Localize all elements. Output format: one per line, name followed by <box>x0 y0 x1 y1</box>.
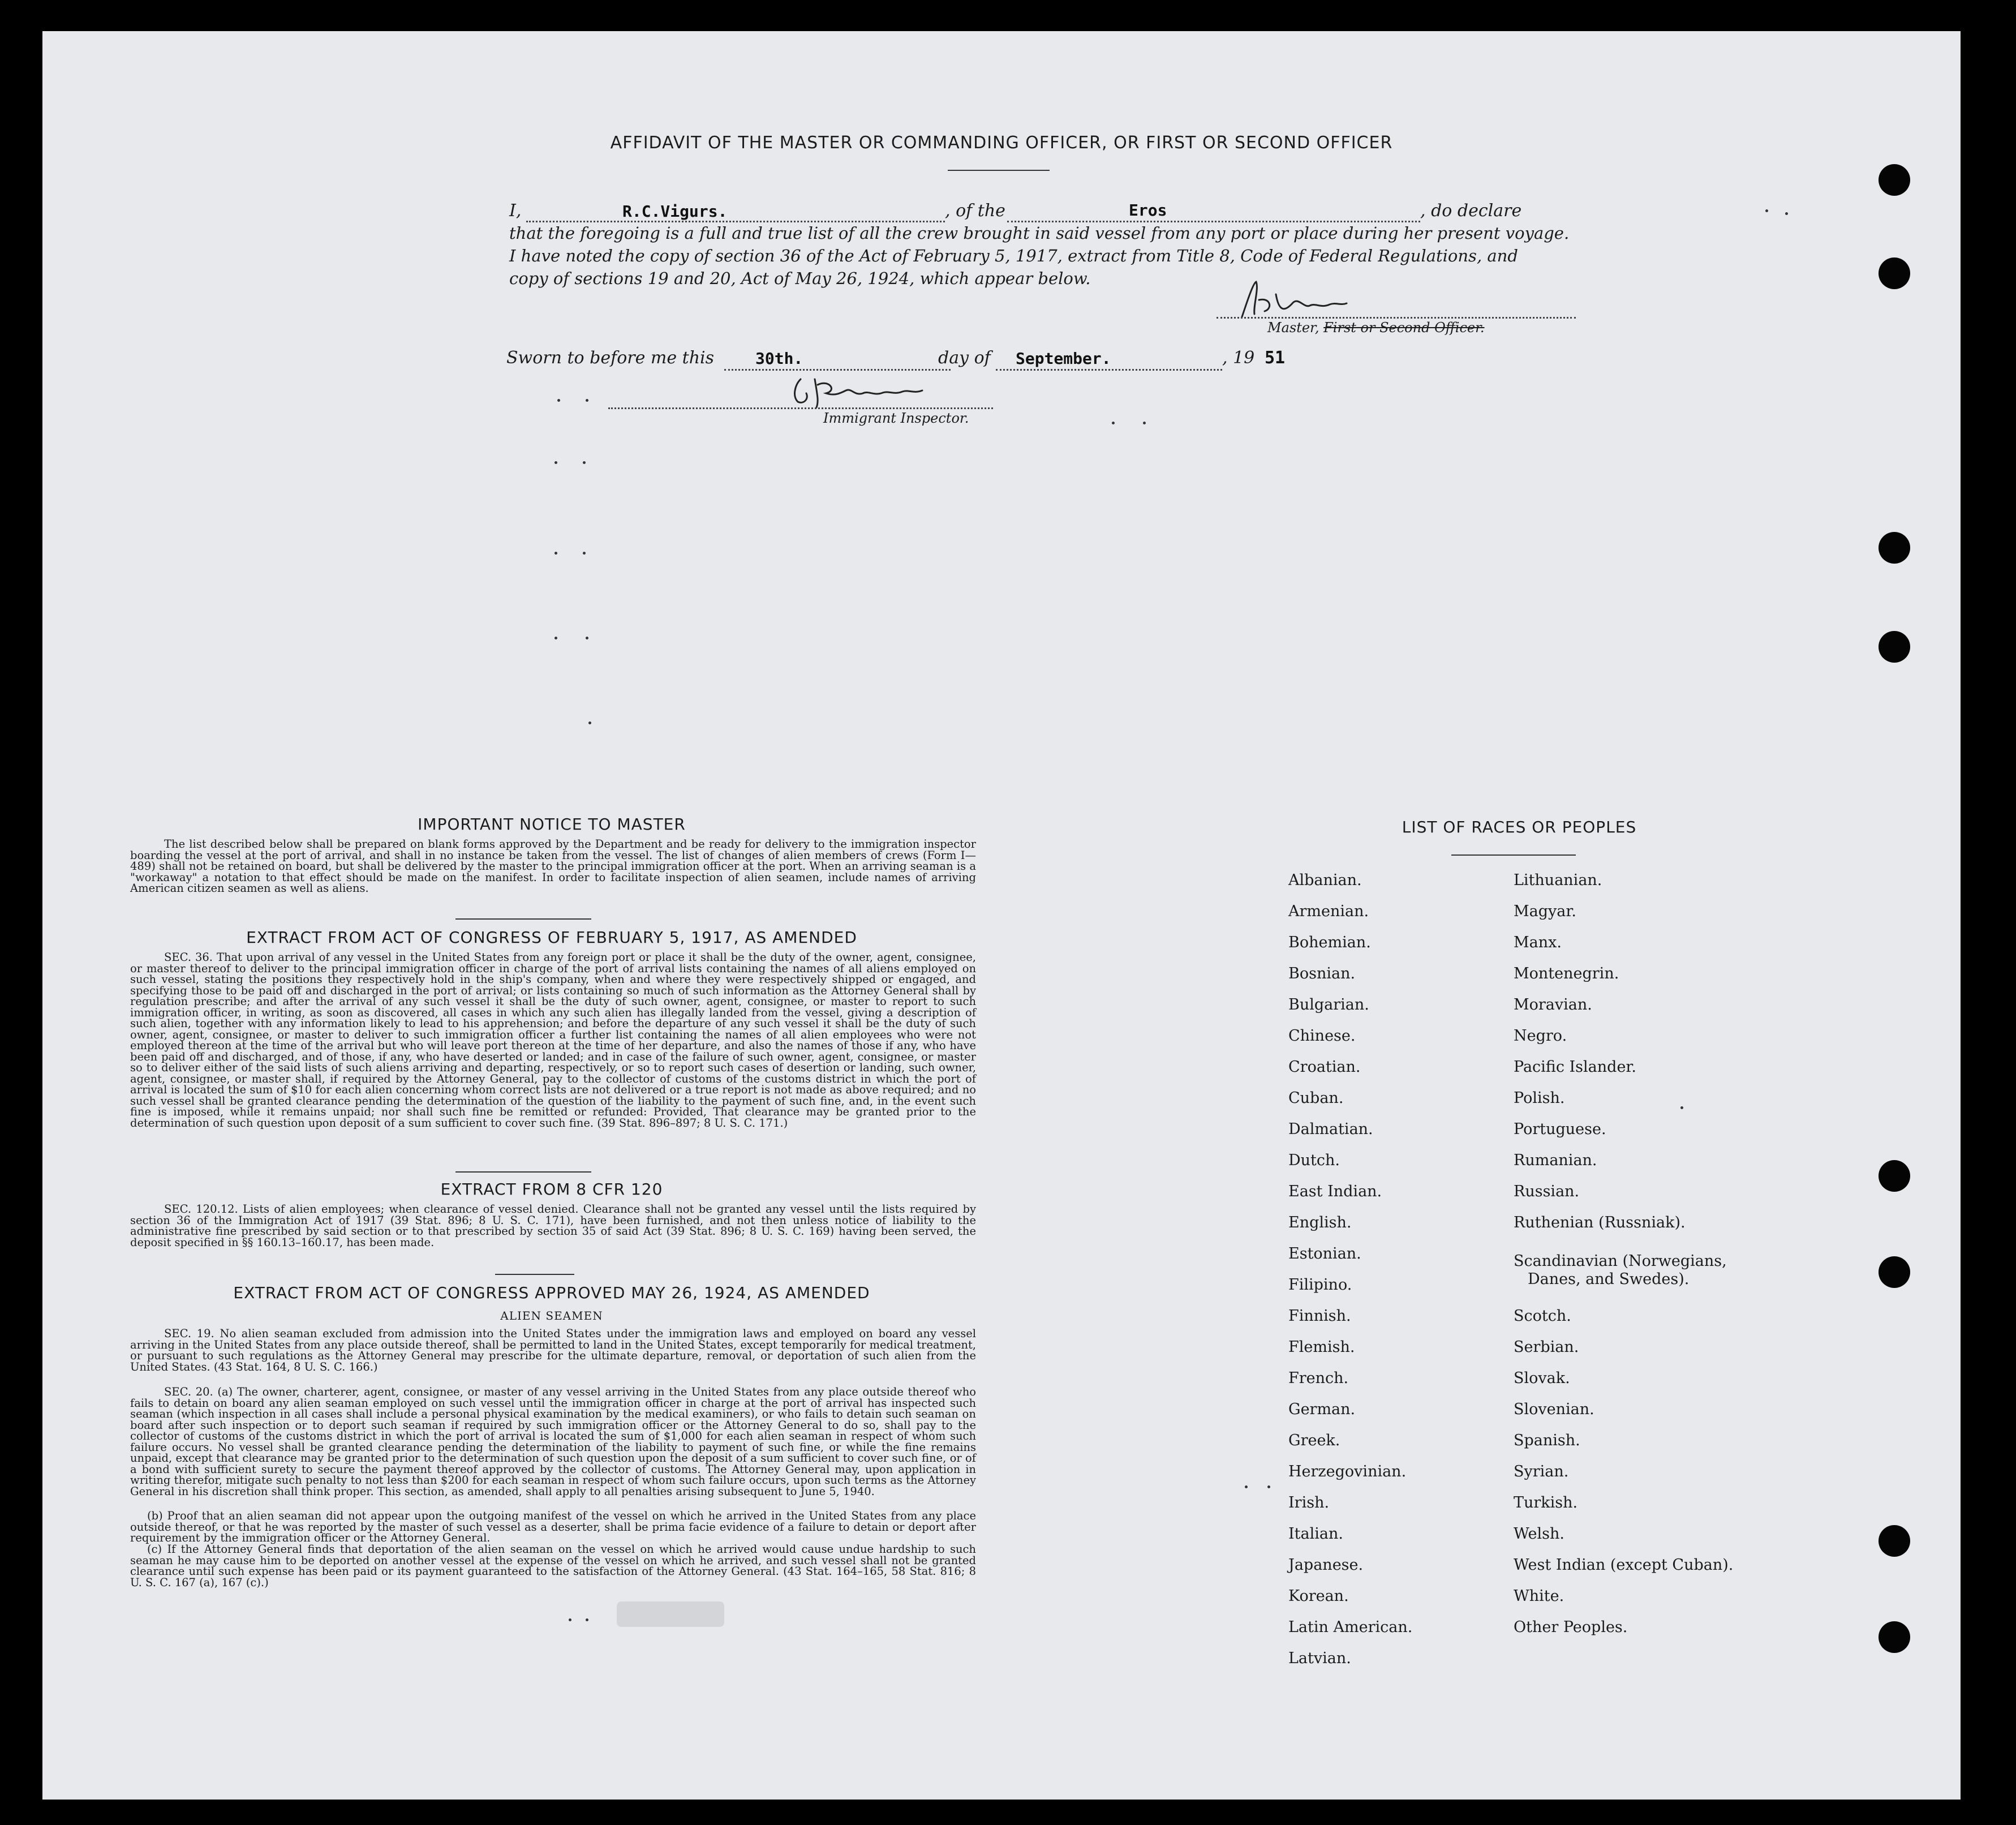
extract-1917-divider <box>455 1171 591 1173</box>
races-left-24: Latin American. <box>1288 1618 1413 1636</box>
speck <box>569 1618 571 1621</box>
of-the-label: , of the <box>945 201 1005 221</box>
races-right-15: Serbian. <box>1514 1338 1579 1356</box>
races-right-8: Portuguese. <box>1514 1120 1606 1138</box>
inspector-signature-line[interactable] <box>608 402 993 409</box>
races-right-18: Spanish. <box>1514 1432 1580 1449</box>
extract-1924-sec20b: (b) Proof that an alien seaman did not appear upon the outgoing manifest of the vessel on which he arrived in the United States from any place outside thereof, or that he was reported by the master of such vessel as a deserter, shall be prima facie evidence of a failure to detain or deport after requirement by the immigration officer or the Attorney General. <box>130 1509 976 1544</box>
races-left-5: Chinese. <box>1288 1027 1356 1045</box>
affidavit-line-3: I have noted the copy of section 36 of the Act of February 5, 1917, extract from Title 8, Code of Federal Regulations, and <box>509 246 1518 265</box>
races-right-3: Montenegrin. <box>1514 965 1619 982</box>
races-divider <box>1451 854 1576 856</box>
races-title: LIST OF RACES OR PEOPLES <box>1402 818 1637 836</box>
name-field[interactable] <box>526 204 945 222</box>
races-right-19: Syrian. <box>1514 1463 1569 1480</box>
races-left-25: Latvian. <box>1288 1650 1351 1667</box>
races-left-18: Greek. <box>1288 1432 1340 1449</box>
races-right-17: Slovenian. <box>1514 1401 1594 1418</box>
speck <box>586 399 588 402</box>
speck <box>586 637 588 639</box>
races-left-3: Bosnian. <box>1288 965 1356 982</box>
races-right-23: White. <box>1514 1587 1564 1605</box>
inspector-caption: Immigrant Inspector. <box>823 410 969 426</box>
do-declare-label: , do declare <box>1420 201 1522 221</box>
speck <box>583 552 586 555</box>
races-left-15: Flemish. <box>1288 1338 1355 1356</box>
races-right-7: Polish. <box>1514 1089 1565 1107</box>
races-left-1: Armenian. <box>1288 903 1369 920</box>
speck <box>1267 1485 1270 1488</box>
speck <box>583 461 586 464</box>
binder-hole <box>1879 164 1910 196</box>
speck <box>588 722 591 724</box>
speck <box>554 552 557 555</box>
races-left-23: Korean. <box>1288 1587 1349 1605</box>
affidavit-line-2: that the foregoing is a full and true list of all the crew brought in said vessel from any port or place during her present voyage. <box>509 224 1570 243</box>
binder-hole <box>1879 257 1910 289</box>
races-right-14: Scotch. <box>1514 1307 1571 1325</box>
races-left-22: Japanese. <box>1288 1556 1364 1574</box>
races-left-13: Filipino. <box>1288 1276 1352 1294</box>
year-value: 51 <box>1265 348 1286 368</box>
sworn-month-value: September. <box>1016 349 1111 368</box>
extract-cfr-body: SEC. 120.12. Lists of alien employees; when clearance of vessel denied. Clearance shall not be granted any vessel until the lists required by section 36 of the Immigration Act of 1917 (39 Stat. 896; 8 U. S. C. 171), have been furnished, and not then unless notice of liability to the administrative fine prescribed by said section or to that prescribed by section 35 of said Act (39 Stat. 896; 8 U. S. C. 169) having been served, the deposit specified in §§ 160.13–160.17, has been made. <box>130 1203 976 1249</box>
extract-1924-sec20c: (c) If the Attorney General finds that deportation of the alien seaman on the vessel on which he arrived would cause undue hardship to such seaman he may cause him to be deported on another vessel at the expense of the vessel on which he arrived, and such vessel shall not be granted clearance until such expense has been paid or its payment guaranteed to the satisfaction of the Attorney General. (43 Stat. 164–165, 58 Stat. 816; 8 U. S. C. 167 (a), 167 (c).) <box>130 1543 976 1589</box>
binder-hole <box>1879 1256 1910 1288</box>
sworn-day-value: 30th. <box>755 349 803 368</box>
notice-body: The list described below shall be prepared on blank forms approved by the Department and be ready for delivery to the immigration inspector boarding the vessel at the port of arrival, and shall in no instance be taken from the vessel. The list of changes of alien members of crews (Form I—489) shall not be retained on board, but shall be delivered by the master to the principal immigration officer at the port. When an arriving seaman is a "workaway" a notation to that effect should be made on the manifest. In order to facilitate inspection of alien seamen, include names of arriving American citizen seamen as well as aliens. <box>130 838 976 895</box>
speck <box>1765 209 1768 212</box>
year-prefix: , 19 <box>1222 348 1255 368</box>
races-right-13: Danes, and Swedes). <box>1528 1270 1690 1288</box>
races-right-4: Moravian. <box>1514 996 1592 1014</box>
vessel-field[interactable] <box>1007 204 1420 222</box>
document-page <box>42 31 1961 1800</box>
races-right-22: West Indian (except Cuban). <box>1514 1556 1734 1574</box>
speck <box>554 637 557 639</box>
races-left-6: Croatian. <box>1288 1058 1361 1076</box>
binder-hole <box>1879 532 1910 564</box>
binder-hole <box>1879 1160 1910 1192</box>
speck <box>554 461 557 464</box>
races-right-6: Pacific Islander. <box>1514 1058 1636 1076</box>
speck <box>1112 422 1115 424</box>
speck <box>586 1618 588 1621</box>
races-left-10: East Indian. <box>1288 1183 1382 1200</box>
master-label: Master, <box>1267 320 1319 336</box>
races-right-0: Lithuanian. <box>1514 871 1602 889</box>
speck <box>1680 1106 1683 1109</box>
binder-hole <box>1879 1621 1910 1653</box>
notice-divider <box>455 918 591 920</box>
extract-1917-title: EXTRACT FROM ACT OF CONGRESS OF FEBRUARY 5, 1917, AS AMENDED <box>246 928 857 947</box>
faint-stamp-mark <box>617 1601 724 1627</box>
extract-cfr-title: EXTRACT FROM 8 CFR 120 <box>440 1180 663 1199</box>
races-left-21: Italian. <box>1288 1525 1343 1543</box>
races-left-16: French. <box>1288 1369 1349 1387</box>
races-right-12: Scandinavian (Norwegians, <box>1514 1252 1727 1270</box>
vessel-name-value: Eros <box>1129 201 1167 220</box>
notice-title: IMPORTANT NOTICE TO MASTER <box>418 815 686 834</box>
races-left-19: Herzegovinian. <box>1288 1463 1407 1480</box>
races-left-4: Bulgarian. <box>1288 996 1369 1014</box>
officer-struck-label: First or Second Officer. <box>1323 320 1485 336</box>
races-left-12: Estonian. <box>1288 1245 1361 1263</box>
extract-cfr-divider <box>495 1274 574 1275</box>
day-of-label: day of <box>938 348 991 368</box>
races-left-2: Bohemian. <box>1288 934 1371 951</box>
races-right-9: Rumanian. <box>1514 1152 1597 1169</box>
extract-1924-subtitle: ALIEN SEAMEN <box>500 1309 603 1322</box>
speck <box>1143 422 1146 424</box>
master-name-value: R.C.Vigurs. <box>622 202 728 221</box>
races-left-7: Cuban. <box>1288 1089 1344 1107</box>
affidavit-title: AFFIDAVIT OF THE MASTER OR COMMANDING OFFICER, OR FIRST OR SECOND OFFICER <box>610 133 1393 153</box>
speck <box>1785 212 1788 215</box>
races-left-11: English. <box>1288 1214 1352 1231</box>
races-left-20: Irish. <box>1288 1494 1330 1511</box>
races-left-17: German. <box>1288 1401 1356 1418</box>
races-left-8: Dalmatian. <box>1288 1120 1373 1138</box>
races-left-0: Albanian. <box>1288 871 1362 889</box>
title-divider <box>948 170 1050 171</box>
speck <box>557 399 560 402</box>
races-right-2: Manx. <box>1514 934 1562 951</box>
affidavit-i-label: I, <box>509 201 522 221</box>
speck <box>1245 1485 1248 1488</box>
races-right-16: Slovak. <box>1514 1369 1570 1387</box>
master-caption <box>1267 320 1485 336</box>
races-left-9: Dutch. <box>1288 1152 1340 1169</box>
binder-hole <box>1879 1525 1910 1557</box>
extract-1924-sec20a: SEC. 20. (a) The owner, charterer, agent, consignee, or master of any vessel arriving in the United States from any place outside thereof who fails to detain on board any alien seaman employed on such vessel until the immigration officer in charge at the port of arrival has inspected such seaman (which inspection in all cases shall include a personal physical examination by the medical examiners), or who fails to detain such seaman on board after such inspection or to deport such seaman if required by such immigration officer or the Attorney General to do so, shall pay to the collector of customs of the customs district in which the port of arrival is located the sum of $1,000 for each alien seaman in respect of whom such failure occurs. No vessel shall be granted clearance pending the determination of the liability to payment of such fine, or while the fine remains unpaid, except that clearance may be granted prior to the determination of such question upon the deposit of a sum sufficient to cover such fine, or of a bond with sufficient surety to secure the payment thereof approved by the collector of customs. The Attorney General may, upon application in writing therefor, mitigate such penalty to not less than $200 for each seaman in respect of whom such failure occurs, upon such terms as the Attorney General in his discretion shall think proper. This section, as amended, shall apply to all penalties arising subsequent to June 5, 1940. <box>130 1385 976 1498</box>
extract-1924-sec19: SEC. 19. No alien seaman excluded from admission into the United States under the immigration laws and employed on board any vessel arriving in the United States from any place outside thereof, shall be permitted to land in the United States, except temporarily for medical treatment, or pursuant to such regulations as the Attorney General may prescribe for the ultimate departure, removal, or deportation of such alien from the United States. (43 Stat. 164, 8 U. S. C. 166.) <box>130 1327 976 1373</box>
races-right-24: Other Peoples. <box>1514 1618 1628 1636</box>
races-left-14: Finnish. <box>1288 1307 1351 1325</box>
sworn-label: Sworn to before me this <box>506 348 715 368</box>
races-right-11: Ruthenian (Russniak). <box>1514 1214 1686 1231</box>
affidavit-line-4: copy of sections 19 and 20, Act of May 26, 1924, which appear below. <box>509 269 1091 288</box>
races-right-10: Russian. <box>1514 1183 1580 1200</box>
master-signature-line[interactable] <box>1217 311 1576 319</box>
races-right-1: Magyar. <box>1514 903 1576 920</box>
binder-hole <box>1879 631 1910 663</box>
extract-1924-title: EXTRACT FROM ACT OF CONGRESS APPROVED MAY 26, 1924, AS AMENDED <box>233 1283 870 1302</box>
races-right-5: Negro. <box>1514 1027 1567 1045</box>
extract-1917-body: SEC. 36. That upon arrival of any vessel in the United States from any foreign port or place it shall be the duty of the owner, agent, consignee, or master thereof to deliver to the principal immigration officer in charge of the port of arrival lists containing the names of all aliens employed on such vessel, stating the positions they respectively hold in the ship's company, when and where they were respectively shipped or engaged, and specifying those to be paid off and discharged in the port of arrival; or lists containing so much of such information as the Attorney General shall by regulation prescribe; and after the arrival of any such vessel it shall be the duty of such owner, agent, consignee, or master to report to such immigration officer, in writing, as soon as discovered, all cases in which any such alien has illegally landed from the vessel, giving a description of such alien, together with any information likely to lead to his apprehension; and before the departure of any such vessel it shall be the duty of such owner, agent, consignee, or master to deliver to such immigration officer a further list containing the names of all alien employees who were not employed thereon at the time of the arrival but who will leave port thereon at the time of her departure, and also the names of those if any, who have been paid off and discharged, and of those, if any, who have deserted or landed; and in case of the failure of such owner, agent, consignee, or master so to deliver either of the said lists of such aliens arriving and departing, respectively, or so to report such cases of desertion or landing, such owner, agent, consignee, or master shall, if required by the Attorney General, pay to the collector of customs of the customs district in which the port of arrival is located the sum of $10 for each alien concerning whom correct lists are not delivered or a true report is not made as above required; and no such vessel shall be granted clearance pending the determination of the question of the liability to the payment of such fine, and, in the event such fine is imposed, while it remains unpaid; nor shall such fine be remitted or refunded: Provided, That clearance may be granted prior to the determination of such question upon deposit of a sum sufficient to cover such fine. (39 Stat. 896–897; 8 U. S. C. 171.) <box>130 951 976 1130</box>
races-right-21: Welsh. <box>1514 1525 1564 1543</box>
races-right-20: Turkish. <box>1514 1494 1578 1511</box>
